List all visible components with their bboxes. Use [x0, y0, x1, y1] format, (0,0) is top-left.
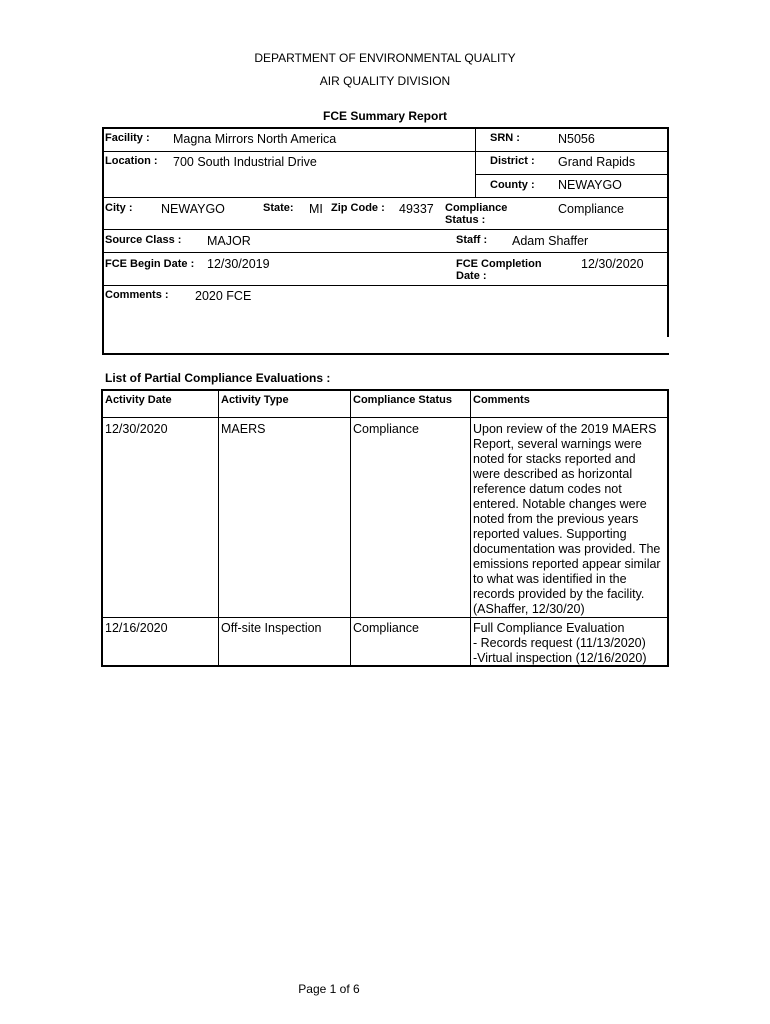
compliance-status-cell: Compliance: [353, 422, 420, 436]
zip-label: Zip Code :: [331, 202, 385, 214]
activity-date-cell: 12/16/2020: [105, 621, 168, 635]
compliance-status-cell: Compliance: [353, 621, 420, 635]
fce-completion-label-2: Date :: [456, 270, 487, 282]
compliance-status-value: Compliance: [558, 202, 625, 216]
city-value: NEWAYGO: [161, 202, 225, 216]
comment-line: records provided by the facility.: [473, 587, 645, 601]
activity-type-cell: Off-site Inspection: [221, 621, 322, 635]
fce-begin-value: 12/30/2019: [207, 257, 270, 271]
comment-line: emissions reported appear similar: [473, 557, 661, 571]
comment-line: Upon review of the 2019 MAERS: [473, 422, 657, 436]
compliance-status-label: Compliance: [445, 202, 508, 214]
state-label: State:: [263, 202, 294, 214]
comments-cell: [473, 422, 667, 617]
comment-line: noted for stacks reported and: [473, 452, 636, 466]
facility-value: Magna Mirrors North America: [173, 132, 337, 146]
comment-line: were described as horizontal: [473, 467, 633, 481]
column-header-activity-date: Activity Date: [105, 394, 172, 406]
district-value: Grand Rapids: [558, 155, 636, 169]
column-header-activity-type: Activity Type: [221, 394, 289, 406]
activity-date-cell: 12/30/2020: [105, 422, 168, 436]
comment-line: reference datum codes not: [473, 482, 622, 496]
srn-label: SRN :: [490, 132, 520, 144]
source-class-value: MAJOR: [207, 234, 251, 248]
source-class-label: Source Class :: [105, 234, 182, 246]
comment-line: - Records request (11/13/2020): [473, 636, 646, 650]
activity-type-cell: MAERS: [221, 422, 266, 436]
fce-completion-value: 12/30/2020: [581, 257, 644, 271]
compliance-status-label-2: Status :: [445, 214, 486, 226]
district-label: District :: [490, 155, 535, 167]
zip-value: 49337: [399, 202, 434, 216]
comments-value: 2020 FCE: [195, 289, 252, 303]
comment-line: documentation was provided. The: [473, 542, 661, 556]
division-heading: AIR QUALITY DIVISION: [319, 74, 451, 88]
comments-cell: [473, 621, 667, 666]
department-heading: DEPARTMENT OF ENVIRONMENTAL QUALITY: [254, 51, 516, 65]
comment-line: Report, several warnings were: [473, 437, 642, 451]
facility-label: Facility :: [105, 132, 150, 144]
page-number: Page 1 of 6: [298, 982, 360, 996]
comment-line: entered. Notable changes were: [473, 497, 647, 511]
location-label: Location :: [105, 155, 158, 167]
partial-evaluations-title: List of Partial Compliance Evaluations :: [105, 371, 331, 385]
state-value: MI: [309, 202, 323, 216]
county-label: County :: [490, 179, 535, 191]
comment-line: noted from the previous years: [473, 512, 639, 526]
srn-value: N5056: [558, 132, 595, 146]
column-header-comments: Comments: [473, 394, 530, 406]
report-title: FCE Summary Report: [322, 109, 448, 123]
staff-value: Adam Shaffer: [512, 234, 589, 248]
location-value: 700 South Industrial Drive: [173, 155, 317, 169]
comment-line: -Virtual inspection (12/16/2020): [473, 651, 647, 665]
city-label: City :: [105, 202, 133, 214]
fce-begin-label: FCE Begin Date :: [105, 258, 195, 270]
fce-completion-label: FCE Completion: [456, 258, 542, 270]
comment-line: (AShaffer, 12/30/20): [473, 602, 585, 616]
staff-label: Staff :: [456, 234, 488, 246]
comment-line: reported values. Supporting: [473, 527, 627, 541]
comment-line: Full Compliance Evaluation: [473, 621, 625, 635]
column-header-compliance-status: Compliance Status: [353, 394, 453, 406]
comment-line: to what was identified in the: [473, 572, 627, 586]
county-value: NEWAYGO: [558, 178, 622, 192]
comments-label: Comments :: [105, 289, 169, 301]
